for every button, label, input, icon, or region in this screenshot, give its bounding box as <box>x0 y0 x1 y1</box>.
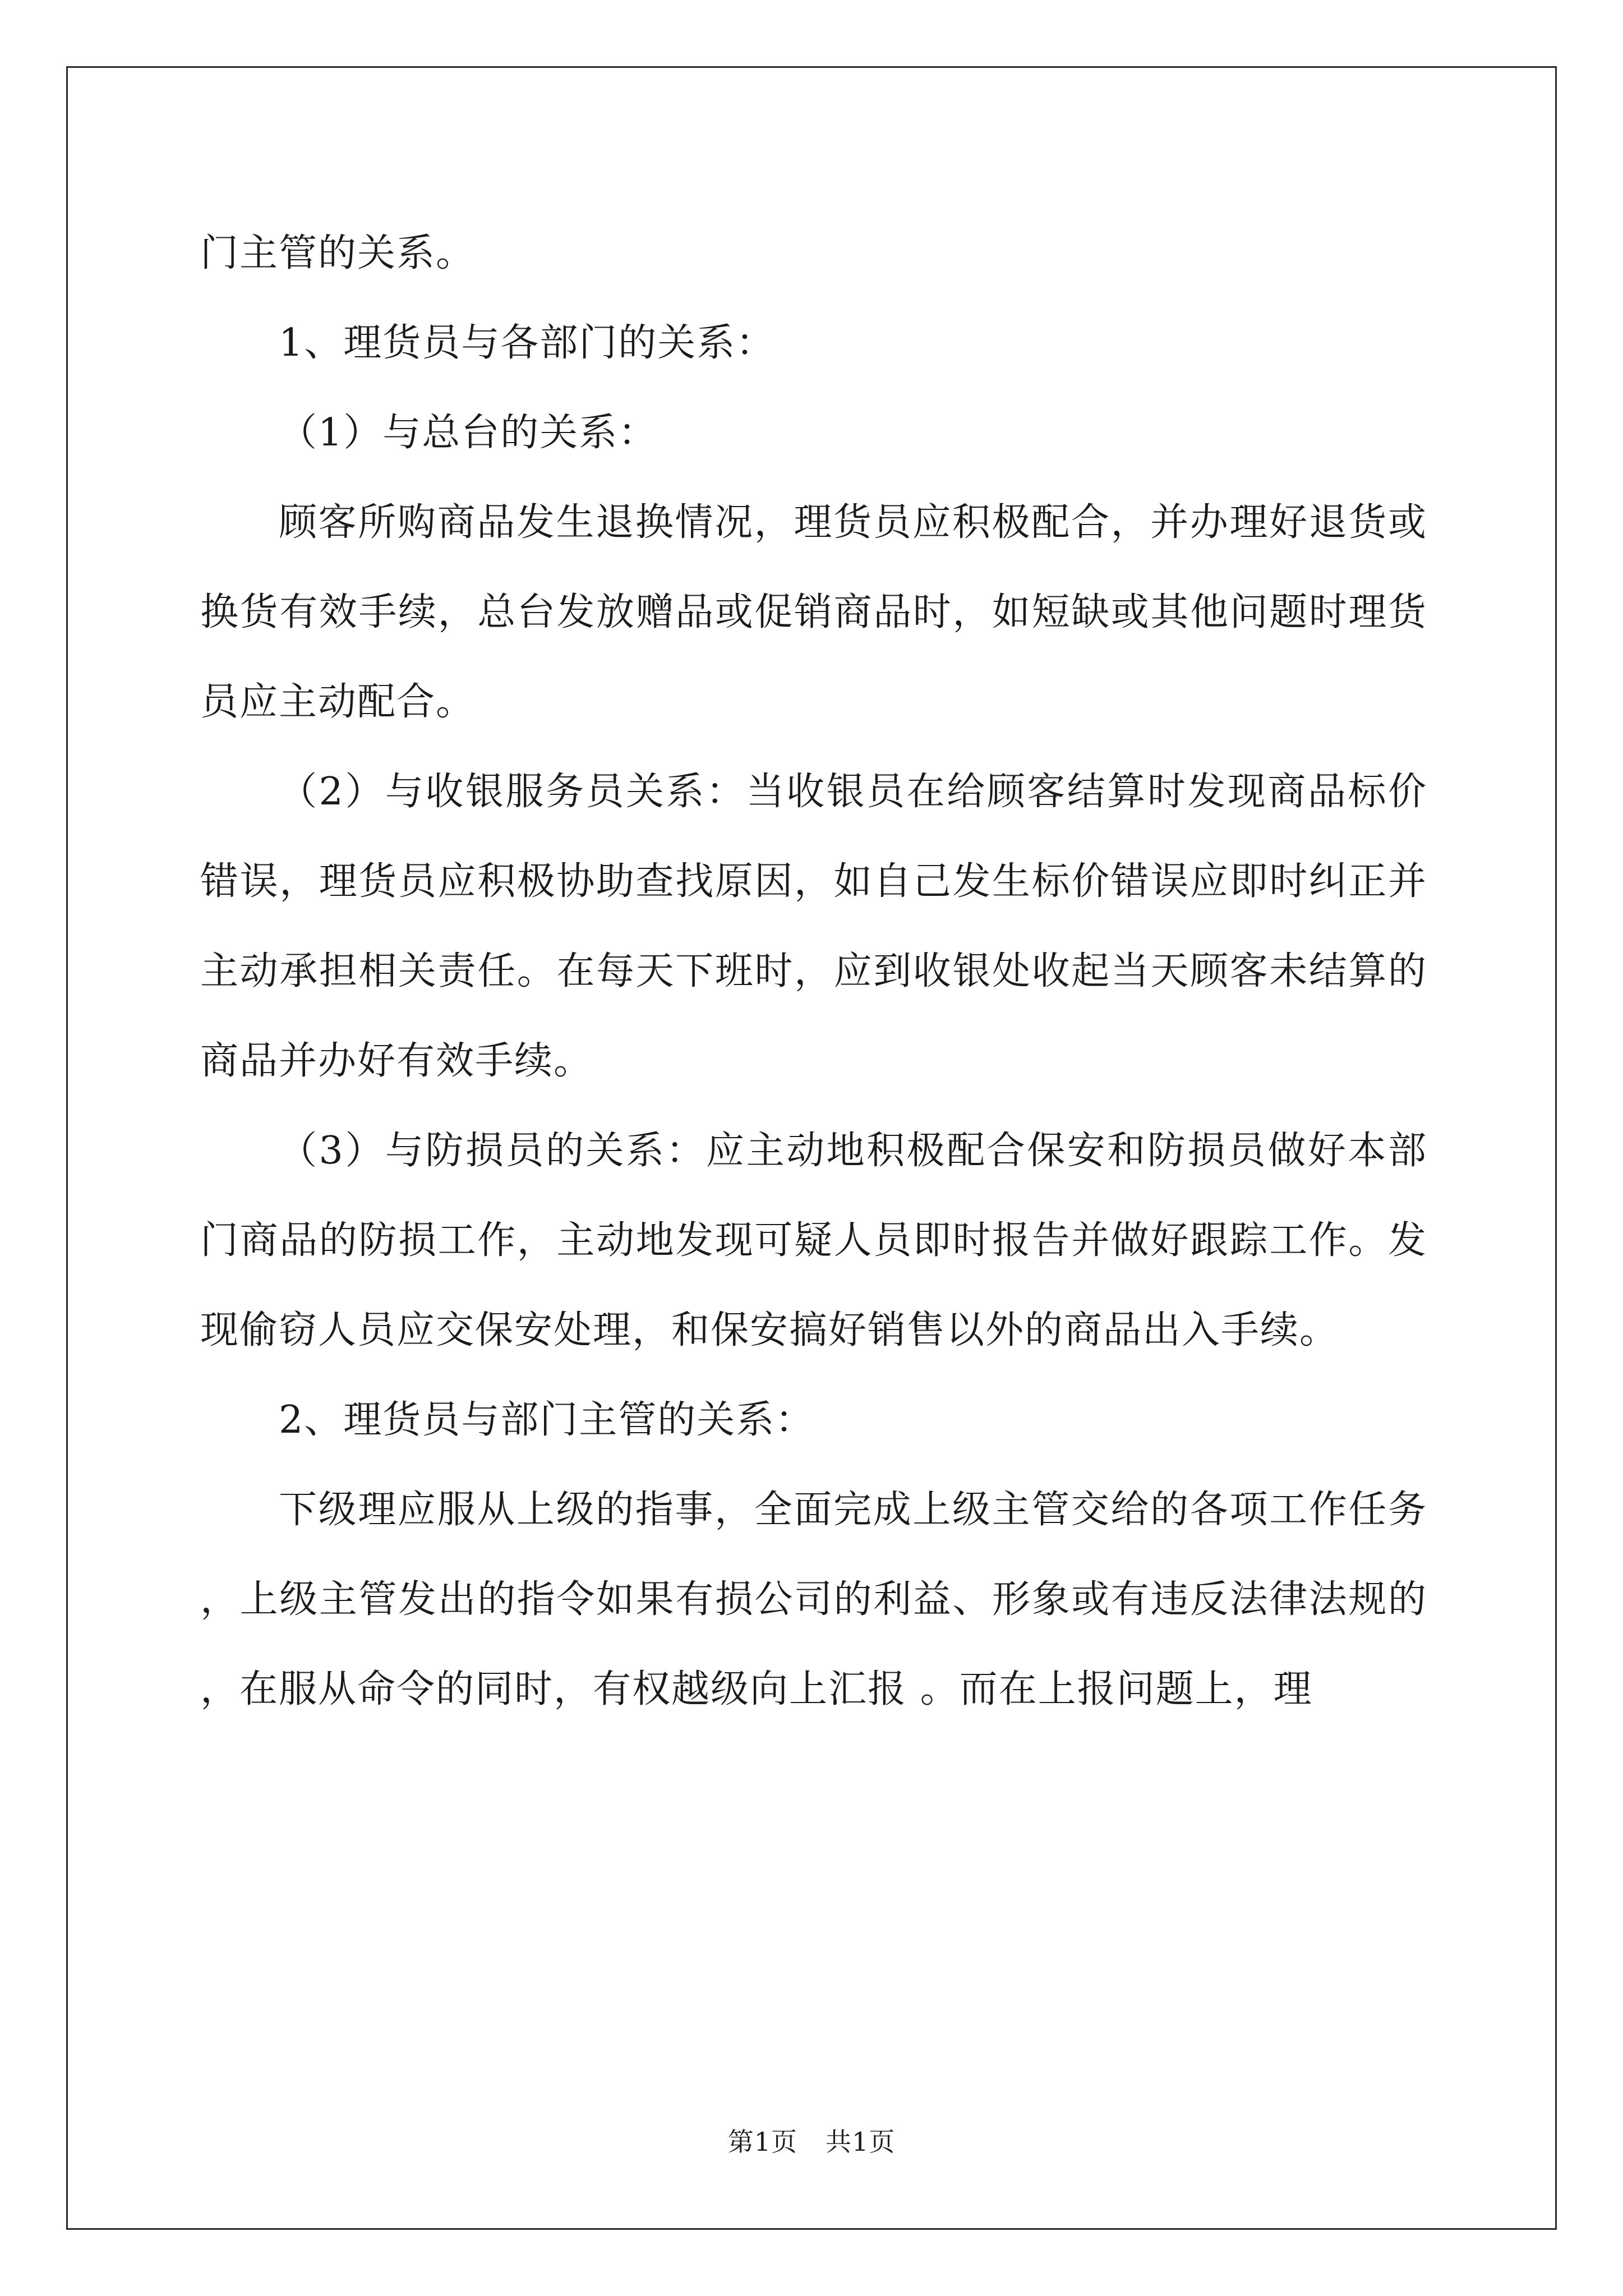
paragraph-7: 2、理货员与部门主管的关系： <box>279 1398 815 1442</box>
paragraph-2: 1、理货员与各部门的关系： <box>279 321 776 365</box>
paragraph-5: （2）与收银服务员关系：当收银员在给顾客结算时发现商品标价错误，理货员应积极协助查找原因，如自己发生标价错误应即时纠正并主动承担相关责任。在每天下班时，应到收银处收起当天顾客未结算的商品并办好有效手续。 <box>200 770 1427 1083</box>
page-total: 共1页 <box>826 2127 896 2157</box>
paragraph-1: 门主管的关系。 <box>200 231 476 275</box>
page-number: 第1页 <box>727 2127 797 2157</box>
paragraph-4: 顾客所购商品发生退换情况，理货员应积极配合，并办理好退货或换货有效手续，总台发放赠品或促销商品时，如短缺或其他问题时理货员应主动配合。 <box>200 500 1427 724</box>
document-body <box>200 209 1427 1734</box>
page-footer <box>0 2125 1623 2159</box>
paragraph-8: 下级理应服从上级的指事，全面完成上级主管交给的各项工作任务，上级主管发出的指令如果有损公司的利益、形象或有违反法律法规的，在服从命令的同时，有权越级向上汇报 。而在上报问题上，理 <box>200 1488 1427 1711</box>
paragraph-6: （3）与防损员的关系：应主动地积极配合保安和防损员做好本部门商品的防损工作，主动地发现可疑人员即时报告并做好跟踪工作。发现偷窃人员应交保安处理，和保安搞好销售以外的商品出入手续。 <box>200 1129 1427 1352</box>
paragraph-3: （1）与总台的关系： <box>279 411 658 455</box>
